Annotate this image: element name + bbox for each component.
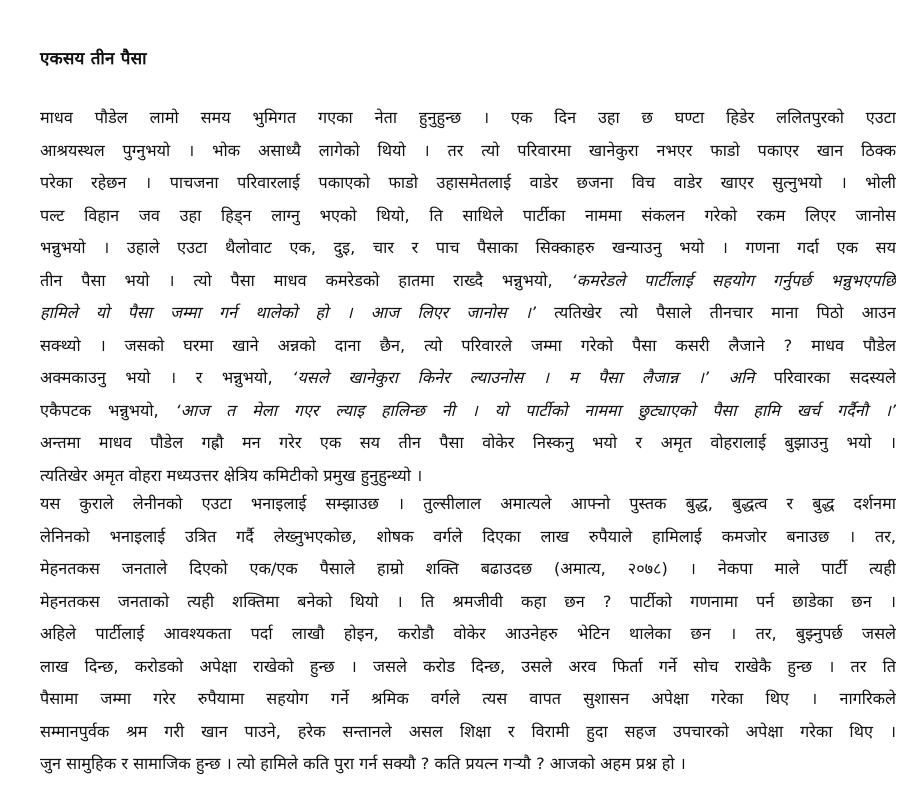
paragraph-1 [40,102,896,492]
paragraph-2-line: यस कुराले लेनीनको एउटा भनाइलाई सम्झाउछ । तुल्सीलाल अमात्यले आफ्नो पुस्तक बुद्ध, बुद्धत्व र बुद्ध दर्शनमा [40,494,896,513]
paragraph-2-line: लेनिनको भनाइलाई उत्रित गर्दै लेख्नुभएकोछ, शोषक वर्गले दिएका लाख रुपैयाले हामिलाई कमजोर बनाउछ । तर, [40,526,896,546]
paragraph-2-line: मेहनतकस जनताको त्यही शक्तिमा बनेको थियो । ति श्रमजीवी कहा छन ? पार्टीको गणनामा पर्न छाडेका छन । [40,591,896,611]
paragraph-1-line: त्यतिखेर अमृत वोहरा मध्यउत्तर क्षेत्रिय कमिटीको प्रमुख हुनुहुन्थ्यो । [40,465,423,485]
paragraph-2-line: लाख दिन्छ, करोडको अपेक्षा राखेको हुन्छ । जसले करोड दिन्छ, उसले अरव फिर्ता गर्ने सोच राखेकै हुन्छ । तर ति [40,656,896,676]
paragraph-1-line: भन्नुभयो । उहाले एउटा थैलोवाट एक, दुइ, चार र पाच पैसाका सिक्काहरु खन्याउनु भयो । गणना गर्दा एक सय [40,238,896,257]
paragraph-1-line: अक्मकाउनु भयो । र भन्नुभयो, ‘यसले खानेकुरा किनेर ल्याउनोस । म पैसा लैजान्न ।’ अनि परिवारका सदस्यले [40,368,896,387]
document-page [34,0,896,792]
quote-text: ‘कमरेडले पार्टीलाई सहयोग गर्नुपर्छ भन्नुभएपछि [571,270,896,290]
paragraph-2-line: मेहनतकस जनताले दिएको एक/एक पैसाले हाम्रो शक्ति बढाउदछ (अमात्य, २०७८) । नेकपा माले पार्टी त्यही [40,559,896,578]
paragraph-1-line: अन्तमा माधव पौडेल गह्रौ मन गरेर एक सय तीन पैसा वोकेर निस्कनु भयो र अमृत वोहरालाई बुझाउनु भयो । [40,433,896,452]
paragraph-1-line: हामिले यो पैसा जम्मा गर्न थालेको हो । आज लिएर जानोस ।’ त्यतिखेर त्यो पैसाले तीनचार माना पिठो आउन [40,303,896,322]
quote-text: हामिले यो पैसा जम्मा गर्न थालेको हो । आज लिएर जानोस ।’ [40,303,537,322]
paragraph-1-line: माधव पौडेल लामो समय भुमिगत गएका नेता हुनुहुन्छ । एक दिन उहा छ घण्टा हिडेर ललितपुरको एउटा [40,108,896,127]
paragraph-1-line: परेका रहेछन । पाचजना परिवारलाई पकाएको फाडो उहासमेतलाई वाडेर छजना विच वाडेर खाएर सुत्नुभयो । भोली [40,173,896,192]
quote-text: ‘आज त मेला गएर ल्याइ हालिन्छ नी । यो पार्टीको नाममा छुट्याएको पैसा हामि खर्च गर्दैनौ ।’ [175,400,896,420]
paragraph-2-line: अहिले पार्टीलाई आवश्यकता पर्दा लाखौ होइन, करोडौ वोकेर आउनेहरु भेटिन थालेका छन । तर, बुझ्नुपर्छ जसले [40,624,896,643]
paragraph-1-line: पल्ट विहान जव उहा हिड्न लाग्नु भएको थियो, ति साथिले पार्टीका नाममा संकलन गरेको रकम लिएर जानोस [40,205,896,225]
paragraph-1-line: सक्थ्यो । जसको घरमा खाने अन्नको दाना छैन, त्यो परिवारले जम्मा गरेको पैसा कसरी लैजाने ? माधव पौडेल [40,335,896,355]
paragraph-1-line: आश्रयस्थल पुग्नुभयो । भोक असाध्यै लागेको थियो । तर त्यो परिवारमा खानेकुरा नभएर फाडो पकाएर खान ठिक्क [40,140,896,160]
paragraph-2-line: जुन सामुहिक र सामाजिक हुन्छ । त्यो हामिले कति पुरा गर्न सक्यौ ? कति प्रयत्न गर्‍यौ ? आजको अहम प्रश्न हो । [40,754,686,773]
quote-text: ‘यसले खानेकुरा किनेर ल्याउनोस । म पैसा लैजान्न ।’ अनि [292,368,755,387]
paragraph-2-line: पैसामा जम्मा गरेर रुपैयामा सहयोग गर्ने श्रमिक वर्गले त्यस वापत सुशासन अपेक्षा गरेका थिए । नागरिकले [40,689,896,708]
document-title: एकसय तीन पैसा [40,49,147,69]
paragraph-1-line: एकैपटक भन्नुभयो, ‘आज त मेला गएर ल्याइ हालिन्छ नी । यो पार्टीको नाममा छुट्याएको पैसा हामि खर्च गर्दैनौ ।’ [40,400,896,420]
paragraph-2 [40,488,896,781]
paragraph-2-line: सम्मानपुर्वक श्रम गरी खान पाउने, हरेक सन्तानले असल शिक्षा र विरामी हुदा सहज उपचारको अपेक्षा गरेका थिए । [40,721,896,741]
paragraph-1-line: तीन पैसा भयो । त्यो पैसा माधव कमरेडको हातमा राख्दै भन्नुभयो, ‘कमरेडले पार्टीलाई सहयोग गर्नुपर्छ भन्नुभएपछि [40,270,896,290]
